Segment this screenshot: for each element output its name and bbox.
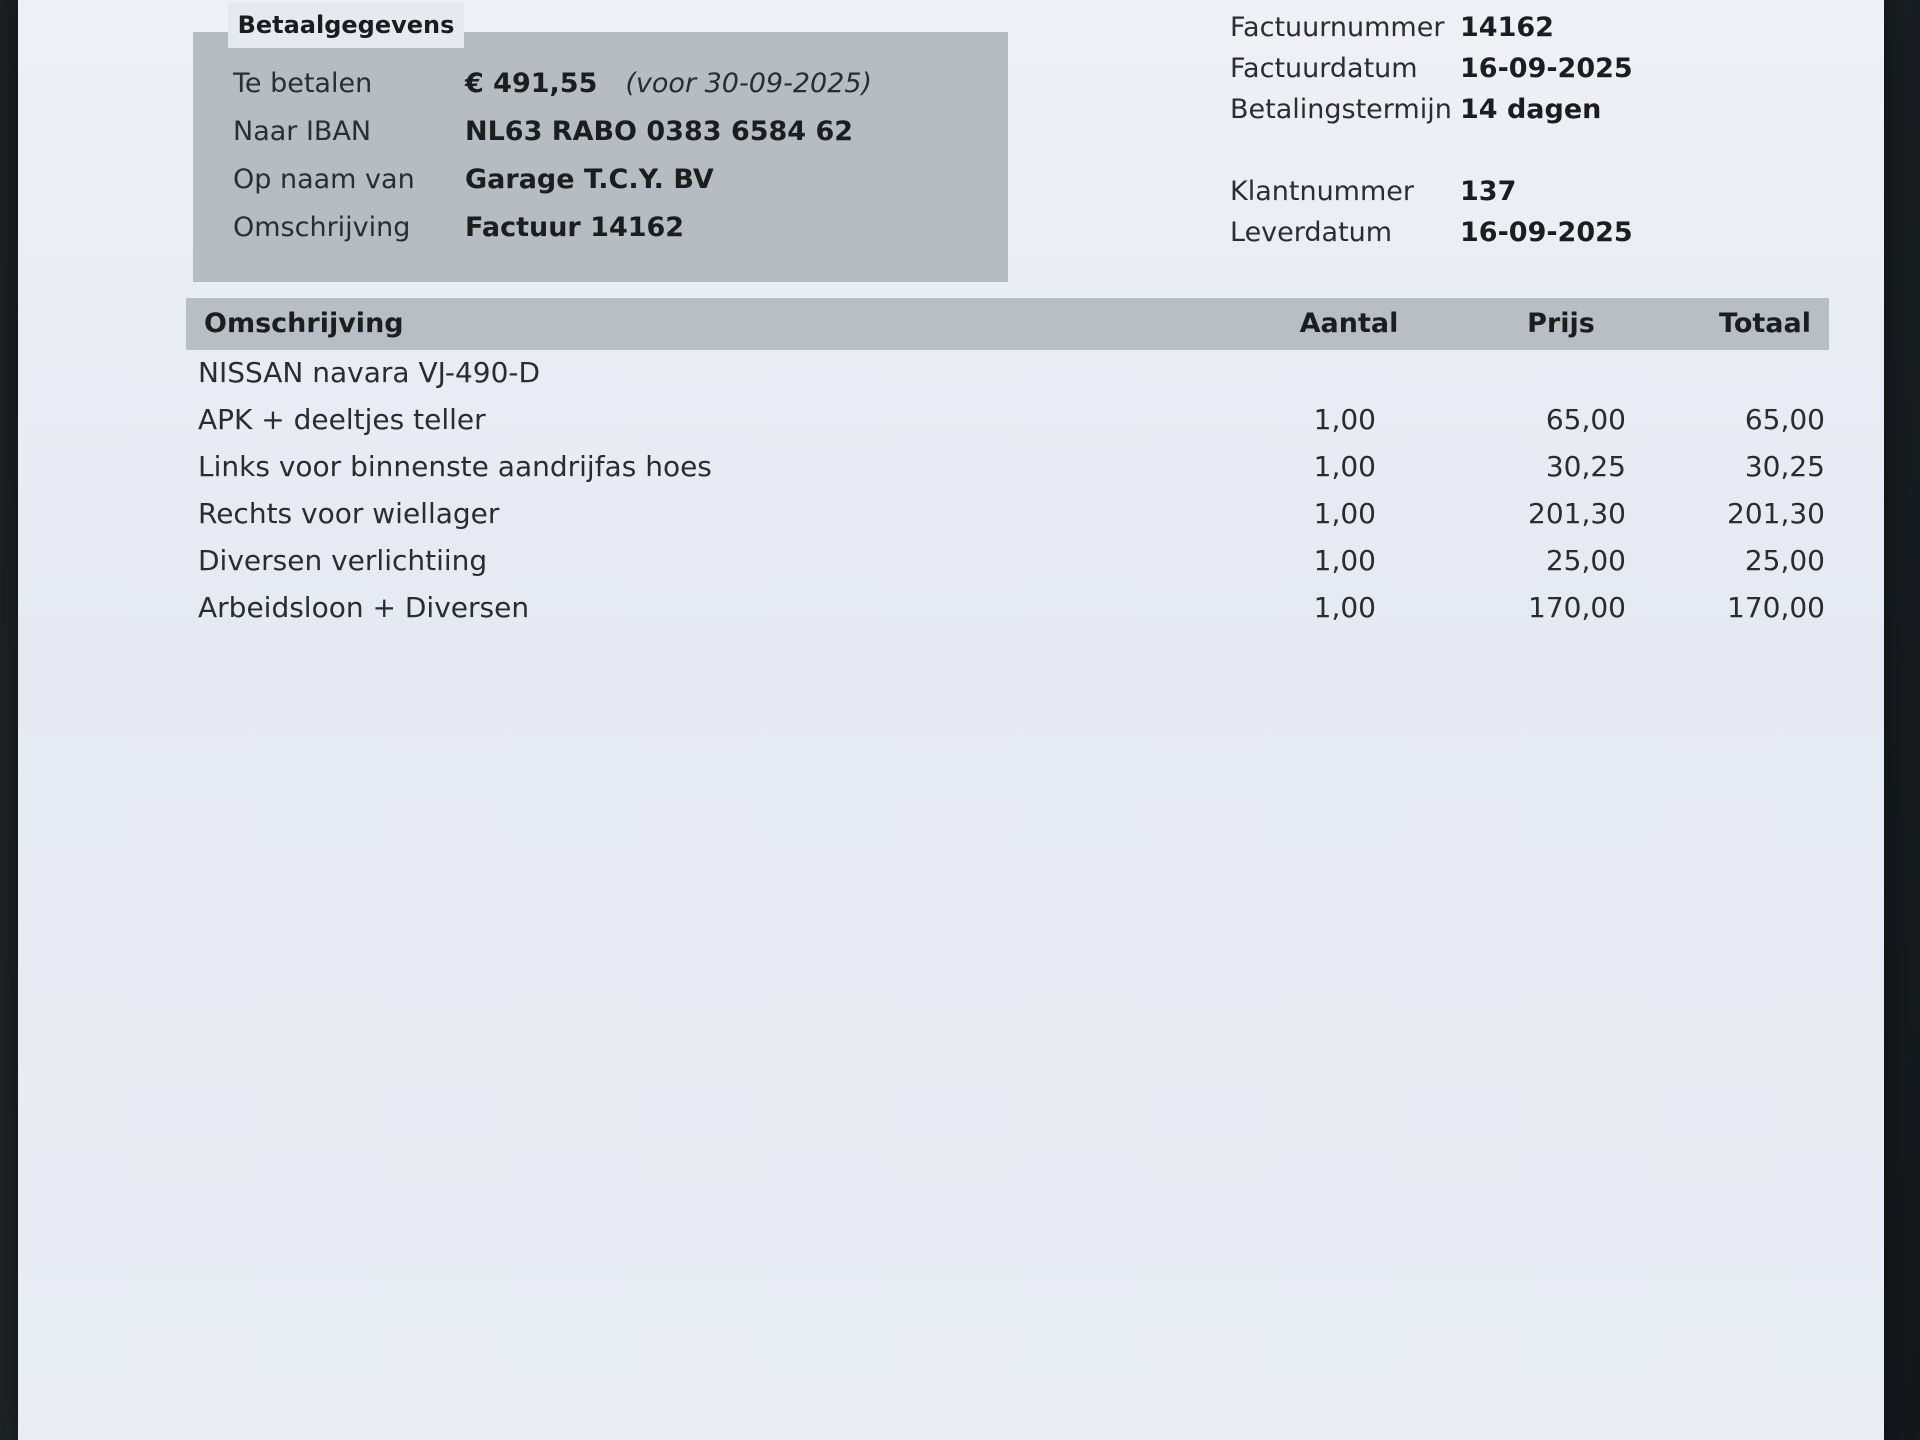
payment-label: Omschrijving bbox=[233, 212, 411, 243]
table-row bbox=[186, 497, 1829, 541]
column-header-price: Prijs bbox=[1527, 308, 1595, 339]
row-quantity: 1,00 bbox=[1313, 403, 1376, 436]
meta-label: Factuurnummer bbox=[1230, 12, 1445, 43]
row-price: 25,00 bbox=[1545, 544, 1626, 577]
row-total: 25,00 bbox=[1744, 544, 1825, 577]
invoice-page bbox=[18, 0, 1884, 1440]
table-row bbox=[186, 591, 1829, 635]
customer-number: 137 bbox=[1460, 176, 1517, 207]
meta-label: Leverdatum bbox=[1230, 217, 1393, 248]
payment-details-heading: Betaalgegevens bbox=[228, 2, 464, 48]
amount-due: € 491,55 bbox=[465, 68, 598, 99]
row-quantity: 1,00 bbox=[1313, 450, 1376, 483]
payment-value bbox=[465, 68, 872, 99]
row-quantity: 1,00 bbox=[1313, 497, 1376, 530]
table-row bbox=[186, 356, 1829, 400]
payment-reference: Factuur 14162 bbox=[465, 212, 685, 243]
table-header bbox=[186, 298, 1829, 350]
row-price: 201,30 bbox=[1528, 497, 1626, 530]
row-description: NISSAN navara VJ-490-D bbox=[198, 356, 541, 389]
iban-value: NL63 RABO 0383 6584 62 bbox=[465, 116, 854, 147]
invoice-date: 16-09-2025 bbox=[1460, 53, 1633, 84]
row-price: 30,25 bbox=[1545, 450, 1626, 483]
payment-details-box bbox=[193, 32, 1008, 282]
row-total: 30,25 bbox=[1744, 450, 1825, 483]
meta-label: Klantnummer bbox=[1230, 176, 1414, 207]
table-row bbox=[186, 450, 1829, 494]
row-price: 65,00 bbox=[1545, 403, 1626, 436]
payment-row-amount bbox=[193, 68, 1008, 108]
row-total: 201,30 bbox=[1727, 497, 1825, 530]
row-price: 170,00 bbox=[1528, 591, 1626, 624]
row-description: APK + deeltjes teller bbox=[198, 403, 486, 436]
row-description: Diversen verlichtiing bbox=[198, 544, 488, 577]
meta-label: Betalingstermijn bbox=[1230, 94, 1452, 125]
row-total: 170,00 bbox=[1727, 591, 1825, 624]
payee-name: Garage T.C.Y. BV bbox=[465, 164, 714, 195]
payment-row-name bbox=[193, 164, 1008, 204]
delivery-date: 16-09-2025 bbox=[1460, 217, 1633, 248]
table-row bbox=[186, 544, 1829, 588]
payment-label: Naar IBAN bbox=[233, 116, 372, 147]
payment-label: Op naam van bbox=[233, 164, 415, 195]
row-quantity: 1,00 bbox=[1313, 591, 1376, 624]
due-date-note: (voor 30-09-2025) bbox=[625, 68, 873, 99]
meta-label: Factuurdatum bbox=[1230, 53, 1418, 84]
row-description: Rechts voor wiellager bbox=[198, 497, 500, 530]
row-description: Links voor binnenste aandrijfas hoes bbox=[198, 450, 712, 483]
column-header-total: Totaal bbox=[1719, 308, 1811, 339]
payment-row-iban bbox=[193, 116, 1008, 156]
payment-row-description bbox=[193, 212, 1008, 252]
payment-term: 14 dagen bbox=[1460, 94, 1602, 125]
column-header-description: Omschrijving bbox=[204, 308, 404, 339]
table-row bbox=[186, 403, 1829, 447]
invoice-number: 14162 bbox=[1460, 12, 1554, 43]
row-description: Arbeidsloon + Diversen bbox=[198, 591, 530, 624]
payment-label: Te betalen bbox=[233, 68, 373, 99]
row-quantity: 1,00 bbox=[1313, 544, 1376, 577]
row-total: 65,00 bbox=[1744, 403, 1825, 436]
column-header-quantity: Aantal bbox=[1299, 308, 1399, 339]
